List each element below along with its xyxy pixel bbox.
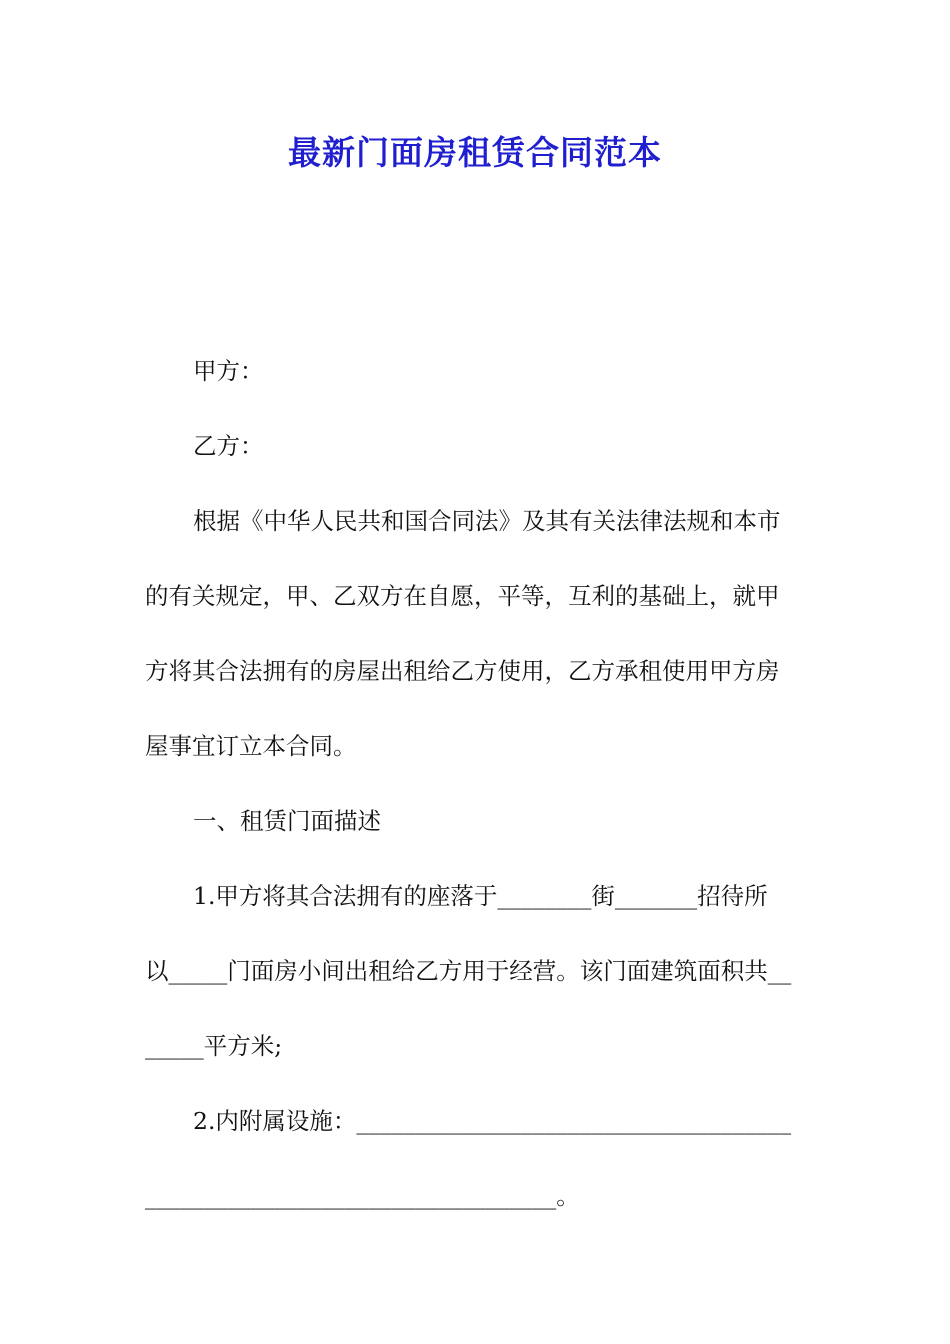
preamble-line-2: 的有关规定，甲、乙双方在自愿，平等，互利的基础上，就甲: [145, 582, 780, 610]
section-heading-1: 一、租赁门面描述: [193, 807, 381, 835]
preamble-line-4: 屋事宜订立本合同。: [145, 732, 357, 760]
document-title: 最新门面房租赁合同范本: [288, 133, 662, 172]
clause-2-line-2: ___________________________________。: [145, 1182, 580, 1210]
contract-body: [145, 334, 807, 1234]
clause-1-line-2: 以_____门面房小间出租给乙方用于经营。该门面建筑面积共__: [145, 957, 792, 985]
party-b-line: 乙方：: [193, 432, 264, 460]
preamble-line-1: 根据《中华人民共和国合同法》及其有关法律法规和本市: [193, 507, 781, 535]
clause-1-line-1: 1.甲方将其合法拥有的座落于________街_______招待所: [193, 882, 768, 910]
clause-1-line-3: _____平方米;: [145, 1032, 283, 1060]
party-a-line: 甲方：: [193, 357, 264, 385]
clause-2-line-1: 2.内附属设施：_____________________________________: [193, 1107, 792, 1135]
preamble-line-3: 方将其合法拥有的房屋出租给乙方使用，乙方承租使用甲方房: [145, 657, 780, 685]
